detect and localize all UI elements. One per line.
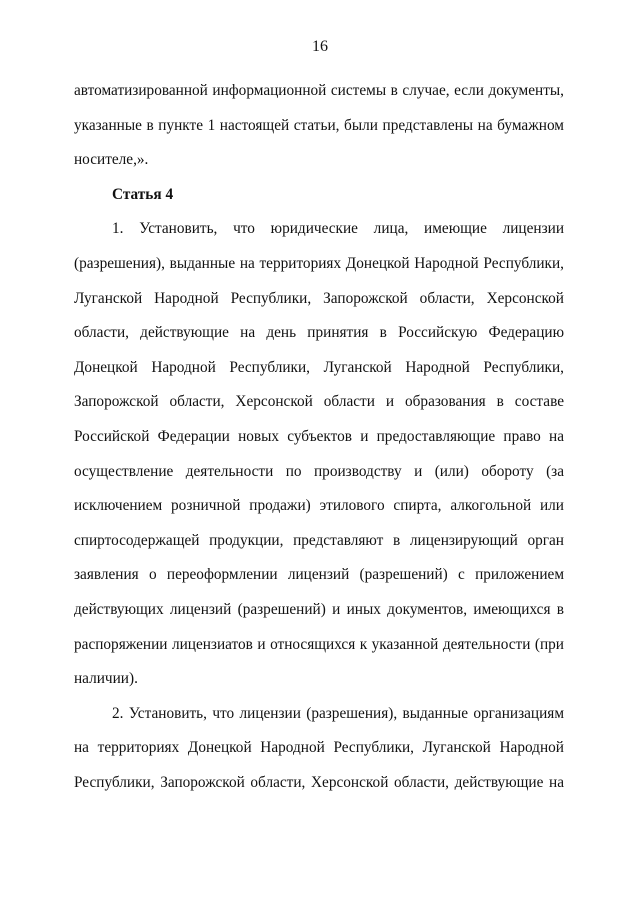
text-line: указанные в пункте 1 настоящей статьи, были представлены на бумажном [74,116,564,134]
text-line: исключением розничной продажи) этилового спирта, алкогольной или [74,497,564,515]
page-number: 16 [312,38,328,55]
text-line: (разрешения), выданные на территориях Донецкой Народной Республики, [74,254,564,272]
text-line: распоряжении лицензиатов и относящихся к указанной деятельности (при [74,635,564,653]
continuation-paragraph [74,74,564,178]
text-line: Российской Федерации новых субъектов и предоставляющие право на [74,427,564,445]
text-line: Запорожской области, Херсонской области и образования в составе [74,393,564,411]
article-title: Статья 4 [112,185,174,203]
text-line: носителе,». [74,151,149,169]
text-line: 1. Установить, что юридические лица, имеющие лицензии [112,220,564,238]
document-body [74,74,564,800]
text-line: Луганской Народной Республики, Запорожской области, Херсонской [74,289,564,307]
text-line: на территориях Донецкой Народной Республики, Луганской Народной [74,739,564,757]
text-line: действующих лицензий (разрешений) и иных документов, имеющихся в [74,600,564,618]
article-paragraph-1 [74,212,564,696]
text-line: заявления о переоформлении лицензий (разрешений) с приложением [74,566,564,584]
text-line: наличии). [74,670,138,688]
text-line: 2. Установить, что лицензии (разрешения), выданные организациям [112,704,564,722]
text-line: спиртосодержащей продукции, представляют в лицензирующий орган [74,531,564,549]
text-line: автоматизированной информационной системы в случае, если документы, [74,82,564,99]
article-paragraph-2 [74,697,564,801]
text-line: области, действующие на день принятия в Российскую Федерацию [74,324,564,342]
text-line: осуществление деятельности по производству и (или) обороту (за [74,462,564,480]
text-line: Республики, Запорожской области, Херсонской области, действующие на [74,773,564,791]
text-line: Донецкой Народной Республики, Луганской Народной Республики, [74,358,564,376]
